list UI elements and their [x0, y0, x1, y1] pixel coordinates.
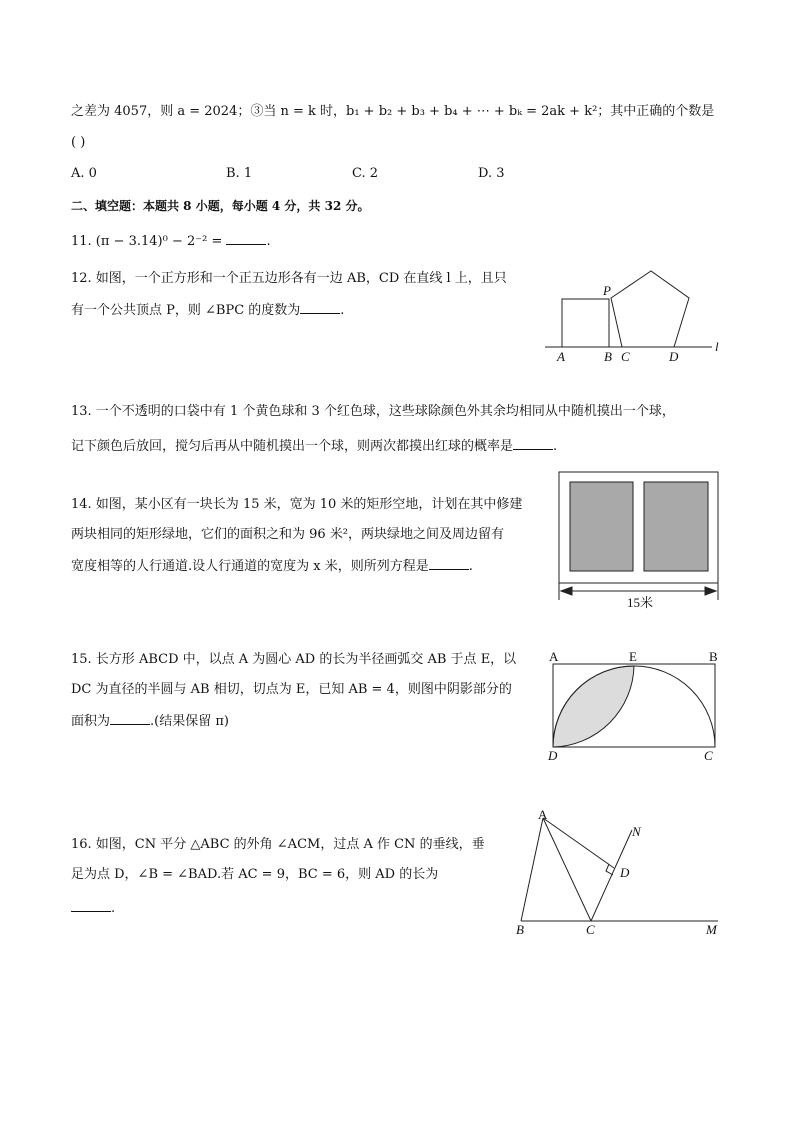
- label-l: l: [715, 339, 719, 354]
- label-c: C: [704, 748, 713, 763]
- q10-option-c: C. 2: [352, 166, 379, 181]
- label-b: B: [604, 349, 612, 364]
- q13-line2-text: 记下颜色后放回，搅匀后再从中随机摸出一个球，则两次都摸出红球的概率是: [71, 439, 514, 454]
- label-e: E: [629, 649, 637, 664]
- q10-option-d: D. 3: [478, 166, 505, 181]
- green-plot-right: [644, 482, 708, 571]
- q12-end: .: [340, 303, 345, 318]
- label-a: A: [549, 649, 559, 664]
- q11-end: .: [266, 234, 271, 249]
- q12-figure: [545, 271, 712, 347]
- q13-line1: 13. 一个不透明的口袋中有 1 个黄色球和 3 个红色球，这些球除颜色外其余均相同从中随机摸出一个球，: [71, 404, 675, 419]
- q14-line1: 14. 如图，某小区有一块长为 15 米，宽为 10 米的矩形空地，计划在其中修建: [71, 497, 523, 512]
- pentagon: [611, 271, 689, 347]
- label-p: P: [603, 283, 611, 298]
- q14-line3-text: 宽度相等的人行通道.设人行通道的宽度为 x 米，则所列方程是: [71, 559, 429, 574]
- section-title: 二、填空题：本题共 8 小题，每小题 4 分，共 32 分。: [71, 199, 370, 213]
- label-m: M: [706, 922, 717, 937]
- label-b: B: [516, 922, 524, 937]
- q15-line1: 15. 长方形 ABCD 中，以点 A 为圆心 AD 的长为半径画弧交 AB 于点 E，以: [71, 652, 517, 667]
- q14-figure: [559, 472, 718, 600]
- width-label: 15米: [627, 595, 654, 610]
- square: [562, 299, 609, 347]
- label-n: N: [632, 824, 641, 839]
- q15-line3-text: 面积为: [71, 714, 111, 729]
- q15-figure: [553, 664, 715, 747]
- label-d: D: [548, 748, 558, 763]
- q15-line3-note: .(结果保留 π): [150, 714, 229, 729]
- label-b: B: [709, 649, 718, 664]
- q14-end: .: [468, 559, 473, 574]
- q10-option-a: A. 0: [71, 166, 97, 181]
- q12-line1: 12. 如图，一个正方形和一个正五边形各有一边 AB，CD 在直线 l 上，且只: [71, 271, 507, 286]
- q15-line2: DC 为直径的半圆与 AB 相切，切点为 E，已知 AB = 4，则图中阴影部分的: [71, 682, 512, 697]
- q10-answer-paren: ( ): [71, 135, 86, 150]
- label-c: C: [586, 922, 595, 937]
- q10-line1: 之差为 4057，则 a = 2024；③当 n = k 时，b₁ + b₂ + b₃ + b₄ + ⋯ + bₖ = 2ak + k²；其中正确的个数是: [71, 104, 715, 119]
- q12-line2-text: 有一个公共顶点 P，则 ∠BPC 的度数为: [71, 303, 301, 318]
- label-a: A: [538, 807, 548, 822]
- label-d: D: [620, 865, 630, 880]
- q14-line2: 两块相同的矩形绿地，它们的面积之和为 96 米²，两块绿地之间及周边留有: [71, 527, 505, 542]
- label-c: C: [621, 349, 630, 364]
- label-d: D: [669, 349, 679, 364]
- q13-end: .: [553, 439, 558, 454]
- q10-option-b: B. 1: [226, 166, 253, 181]
- q16-end: .: [111, 901, 116, 916]
- label-a: A: [557, 349, 565, 364]
- q16-line1: 16. 如图，CN 平分 △ABC 的外角 ∠ACM，过点 A 作 CN 的垂线，垂: [71, 837, 485, 852]
- green-plot-left: [570, 482, 633, 571]
- q11-text: 11. (π − 3.14)⁰ − 2⁻² =: [71, 234, 223, 249]
- shaded-region: [553, 666, 634, 747]
- q16-line2: 足为点 D，∠B = ∠BAD.若 AC = 9，BC = 6，则 AD 的长为: [71, 867, 439, 882]
